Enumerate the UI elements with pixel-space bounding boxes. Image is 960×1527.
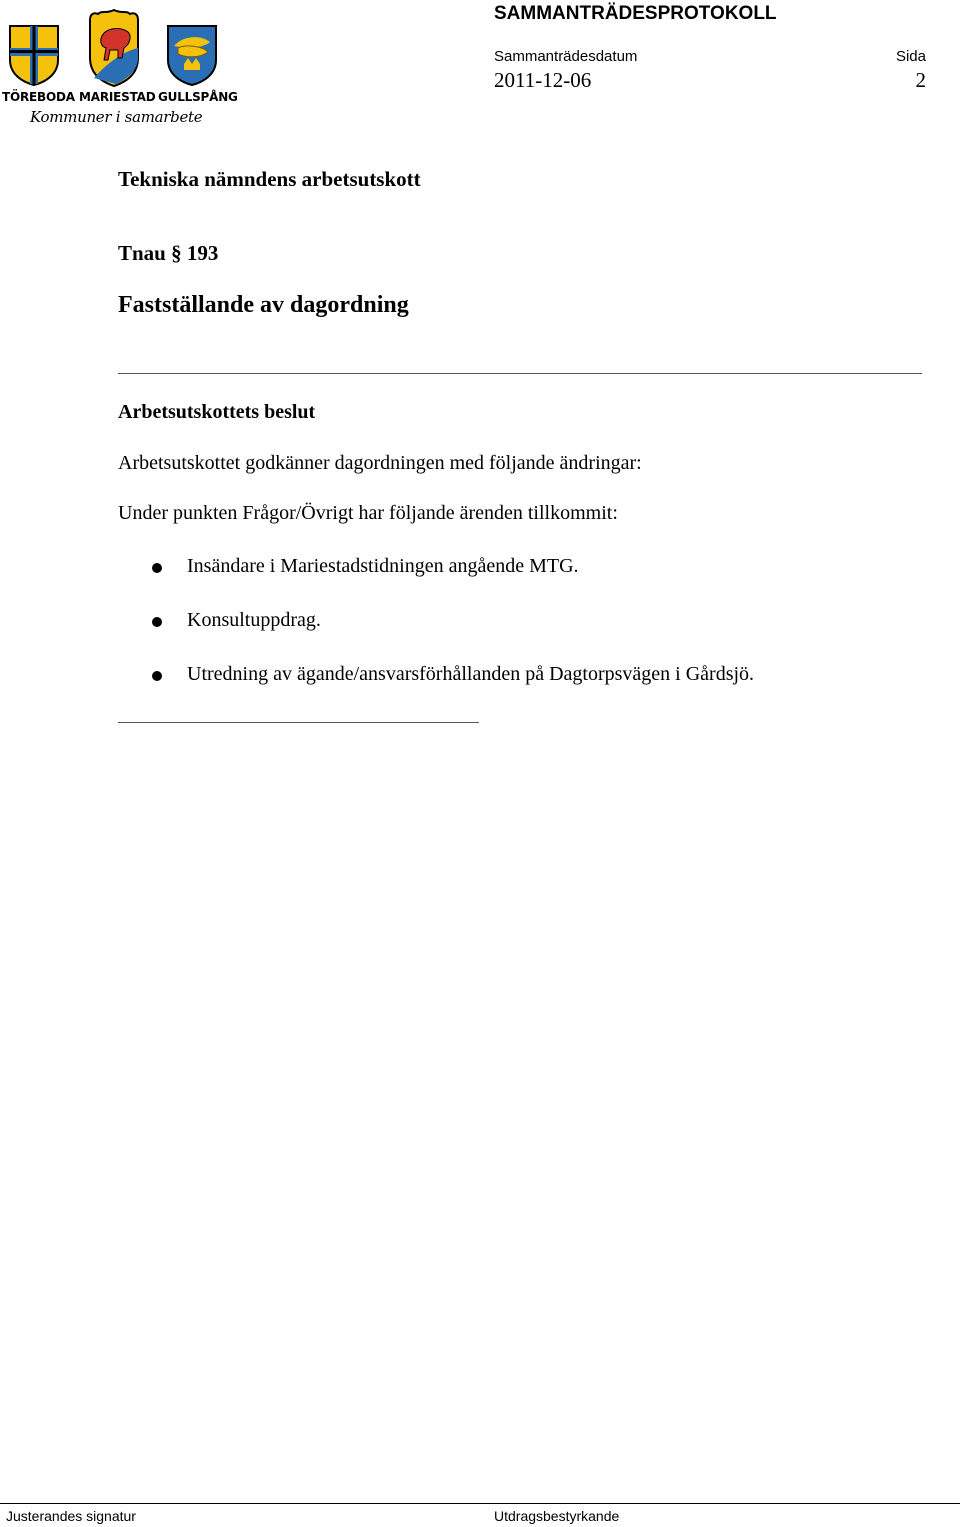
footer-divider bbox=[0, 1503, 960, 1504]
decision-paragraph: Arbetsutskottet godkänner dagordningen med följande ändringar: bbox=[118, 452, 642, 474]
municipality-name-gullspang: GULLSPÅNG bbox=[158, 90, 238, 104]
toreboda-coat-of-arms-icon bbox=[8, 24, 60, 86]
municipal-logos bbox=[0, 6, 238, 128]
logo-slogan: Kommuner i samarbete bbox=[30, 108, 203, 126]
municipality-name-mariestad: MARIESTAD bbox=[79, 90, 156, 104]
page-number: 2 bbox=[915, 68, 926, 92]
bullet-icon bbox=[152, 617, 162, 627]
gullspang-coat-of-arms-icon bbox=[166, 24, 218, 86]
meeting-date-value: 2011-12-06 bbox=[494, 68, 592, 92]
decision-heading: Arbetsutskottets beslut bbox=[118, 401, 316, 423]
end-divider-line bbox=[118, 722, 479, 723]
document-type: SAMMANTRÄDESPROTOKOLL bbox=[494, 3, 777, 24]
bullet-icon bbox=[152, 563, 162, 573]
mariestad-coat-of-arms-icon bbox=[86, 8, 142, 88]
decision-paragraph: Under punkten Frågor/Övrigt har följande ärenden tillkommit: bbox=[118, 502, 618, 524]
list-item-text: Utredning av ägande/ansvarsförhållanden på Dagtorpsvägen i Gårdsjö. bbox=[187, 663, 755, 685]
page-label: Sida bbox=[895, 48, 926, 65]
paragraph-reference: Tnau § 193 bbox=[118, 241, 219, 265]
list-item-text: Insändare i Mariestadstidningen angående MTG. bbox=[187, 555, 579, 577]
bullet-icon bbox=[152, 671, 162, 681]
divider-line bbox=[118, 373, 922, 374]
signature-label: Justerandes signatur bbox=[6, 1508, 136, 1524]
committee-name: Tekniska nämndens arbetsutskott bbox=[118, 167, 421, 191]
meeting-date-label: Sammanträdesdatum bbox=[494, 48, 638, 65]
list-item-text: Konsultuppdrag. bbox=[187, 609, 321, 631]
certification-label: Utdragsbestyrkande bbox=[494, 1508, 620, 1524]
page-title: Fastställande av dagordning bbox=[118, 292, 409, 318]
municipality-name-toreboda: TÖREBODA bbox=[2, 90, 75, 104]
